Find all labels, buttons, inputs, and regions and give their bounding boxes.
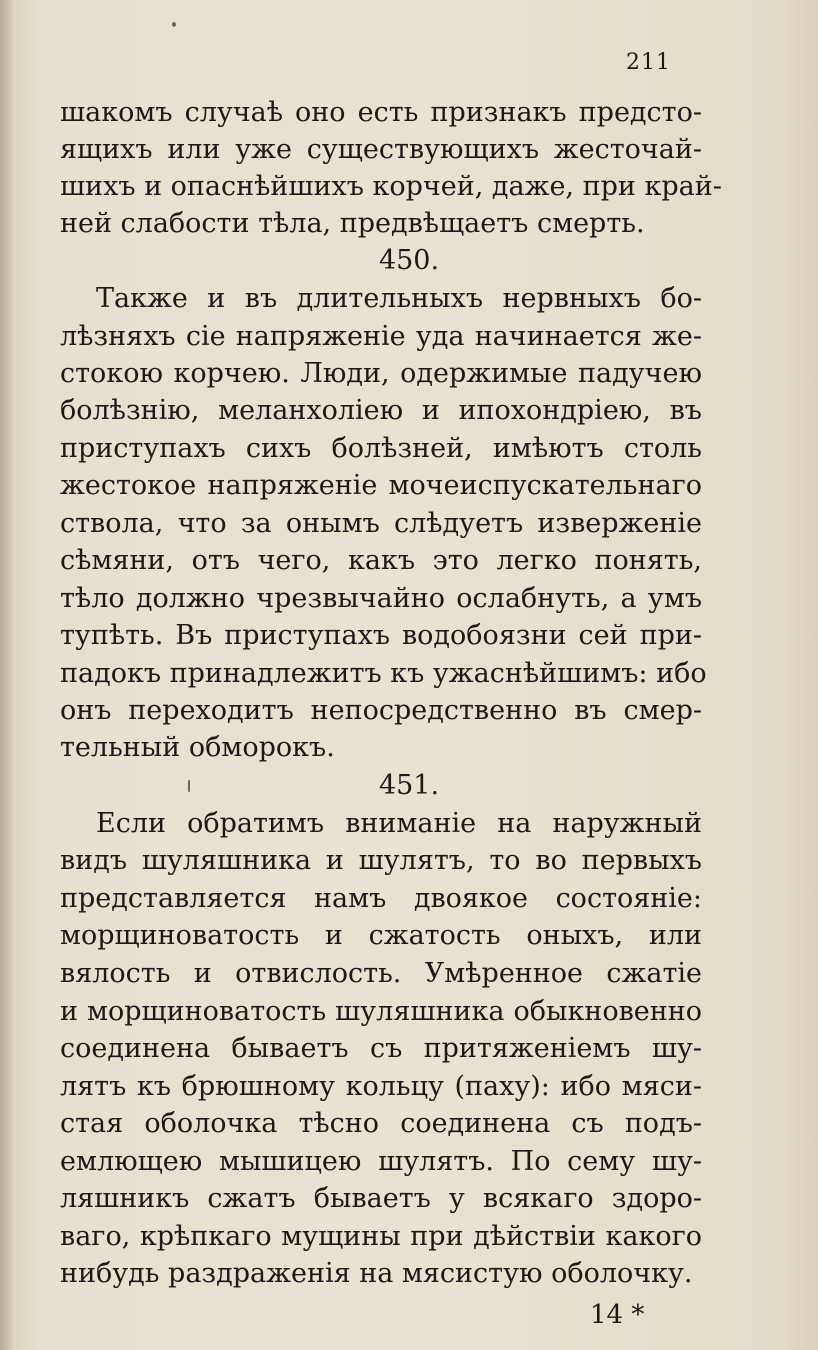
text-line: ящихъ или уже существующихъ жесточай- xyxy=(60,134,702,165)
gutter-shadow xyxy=(0,0,14,1350)
text-line: видъ шуляшника и шулятъ, то во первыхъ xyxy=(60,845,702,876)
text-line: стокою корчею. Люди, одержимые падучею xyxy=(60,358,702,389)
text-line: ней слабости тѣла, предвѣщаетъ смерть. xyxy=(60,208,645,239)
text-line: приступахъ сихъ болѣзней, имѣютъ столь xyxy=(60,433,702,464)
text-line: соединена бываетъ съ притяженіемъ шу- xyxy=(60,1033,702,1064)
text-line: лятъ къ брюшному кольцу (паху): ибо мяси- xyxy=(60,1071,702,1102)
text-line: Также и въ длительныхъ нервныхъ бо- xyxy=(96,283,702,314)
text-line: нибудь раздраженія на мясистую оболочку. xyxy=(60,1258,693,1289)
ink-speck xyxy=(172,22,176,27)
text-line: шакомъ случаѣ оно есть признакъ предсто- xyxy=(60,97,702,128)
text-line: онъ переходитъ непосредственно въ смер- xyxy=(60,695,702,726)
text-line: тельный обморокъ. xyxy=(60,732,335,763)
text-line: жестокое напряженіе мочеиспускательнаго xyxy=(60,470,702,501)
section-number: 451. xyxy=(378,770,440,801)
text-line: Если обратимъ вниманіе на наружный xyxy=(96,808,702,839)
page-number: 211 xyxy=(626,50,671,75)
text-line: тѣло должно чрезвычайно ослабнуть, а умъ xyxy=(60,583,702,614)
section-number: 450. xyxy=(378,245,440,276)
signature-mark: 14 * xyxy=(590,1300,645,1330)
text-line: лѣзняхъ сіе напряженіе уда начинается же- xyxy=(60,321,702,352)
text-line: шихъ и опаснѣйшихъ корчей, даже, при край- xyxy=(60,171,722,202)
text-line: тупѣть. Въ приступахъ водобоязни сей при- xyxy=(60,620,702,651)
text-line: емлющею мышицею шулятъ. По сему шу- xyxy=(60,1146,702,1177)
text-line: вялость и отвислость. Умѣренное сжатіе xyxy=(60,958,702,989)
text-line: болѣзнію, меланхоліею и ипохондріею, въ xyxy=(60,395,702,426)
text-line: морщиноватость и сжатость оныхъ, или xyxy=(60,920,702,951)
text-line: стая оболочка тѣсно соединена съ подъ- xyxy=(60,1108,702,1139)
text-line: ваго, крѣпкаго мущины при дѣйствіи какого xyxy=(60,1221,702,1252)
text-line: ствола, что за онымъ слѣдуетъ изверженіе xyxy=(60,508,702,539)
text-line: и морщиноватость шуляшника обыкновенно xyxy=(60,996,702,1027)
text-line: представляется намъ двоякое состояніе: xyxy=(60,883,702,914)
text-line: ляшникъ сжатъ бываетъ у всякаго здоро- xyxy=(60,1183,702,1214)
text-line: падокъ принадлежитъ къ ужаснѣйшимъ: ибо xyxy=(60,658,707,689)
text-line: сѣмяни, отъ чего, какъ это легко понять, xyxy=(60,545,702,576)
